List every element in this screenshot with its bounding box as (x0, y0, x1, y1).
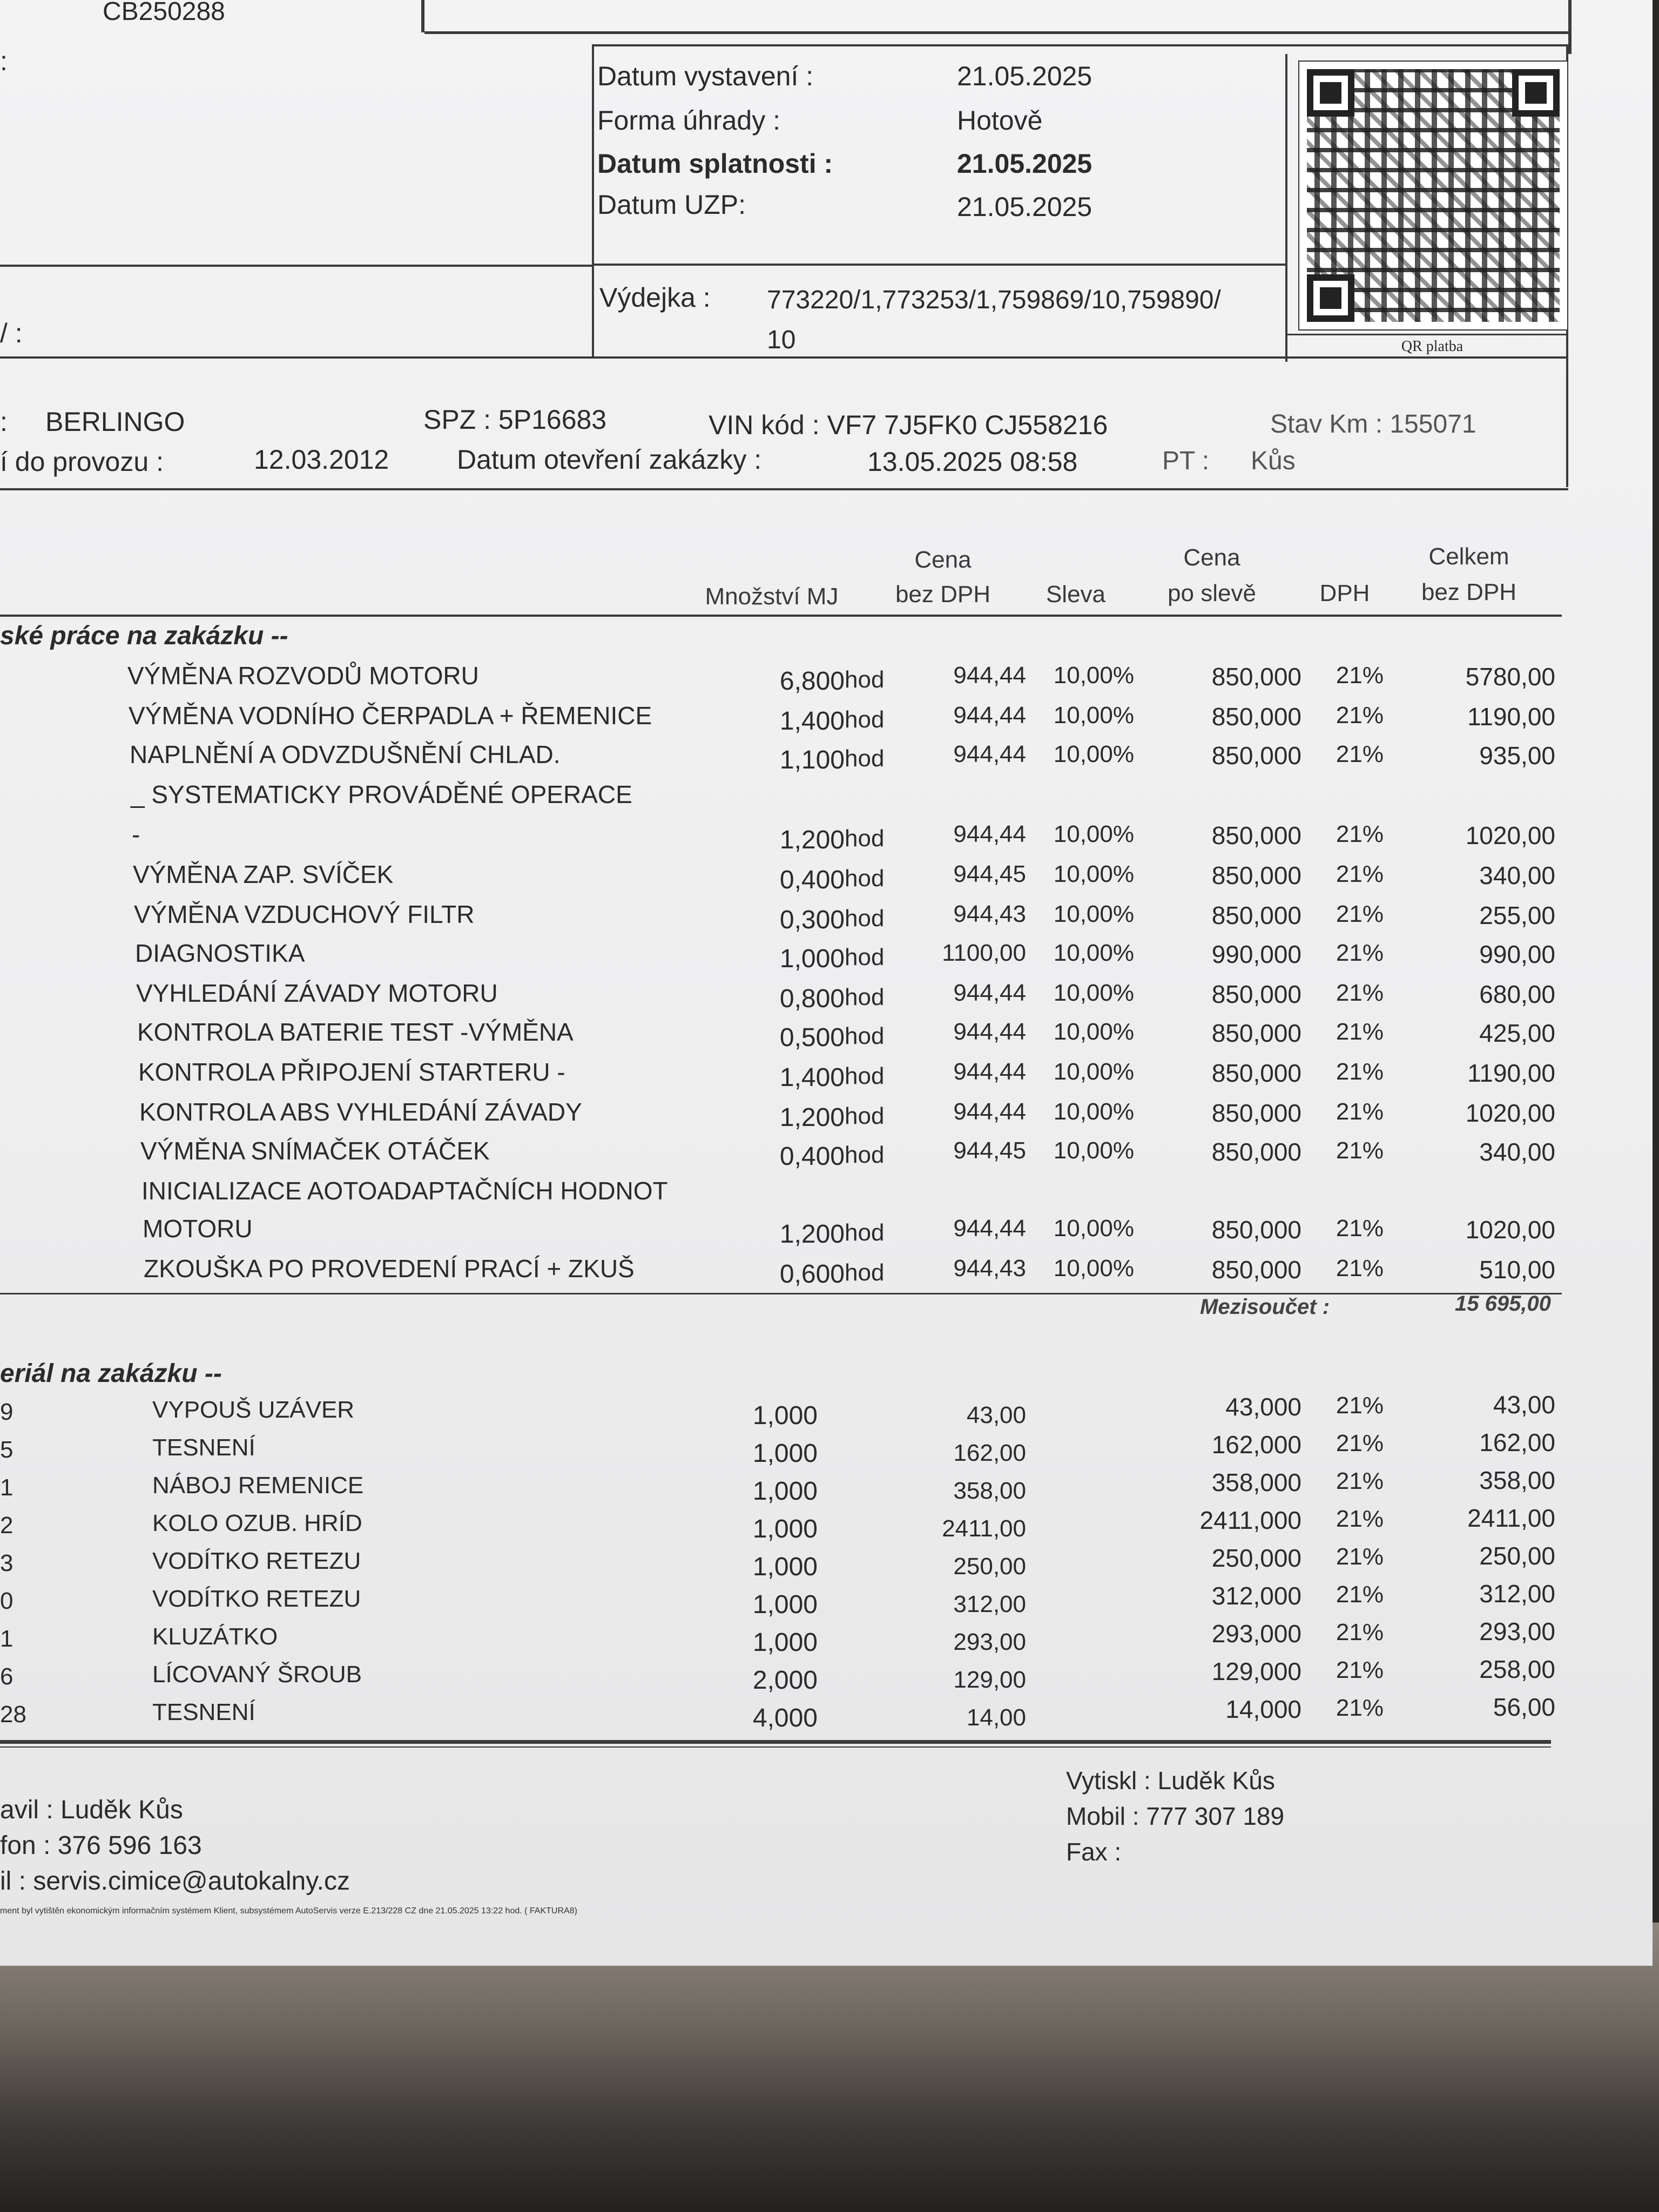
material-code: 1 (0, 1626, 14, 1652)
material-vat: 21% (1336, 1581, 1384, 1608)
labor-price: 944,44 (953, 1215, 1026, 1242)
vydejka-value: 773220/1,773253/1,759869/10,759890/ (767, 286, 1221, 314)
document-code: CB250288 (103, 0, 225, 26)
divider (1568, 0, 1572, 54)
labor-discount: 10,00% (1053, 1058, 1134, 1085)
pt-value: Kůs (1251, 447, 1296, 475)
material-total: 293,00 (1479, 1617, 1555, 1645)
labor-vat: 21% (1336, 940, 1384, 966)
labor-item-name: ZKOUŠKA PO PROVEDENÍ PRACÍ + ZKUŠ (144, 1255, 635, 1283)
qr-code-icon (1298, 60, 1568, 331)
material-item-name: KOLO OZUB. HRÍD (152, 1510, 362, 1536)
labor-item-name: VÝMĚNA ROZVODŮ MOTORU (127, 662, 479, 690)
material-vat: 21% (1336, 1695, 1384, 1721)
divider (0, 488, 1568, 490)
material-price: 358,00 (953, 1478, 1026, 1504)
material-total: 2411,00 (1467, 1504, 1555, 1532)
labor-total: 1020,00 (1465, 1216, 1555, 1244)
labor-total: 1020,00 (1465, 821, 1555, 849)
material-qty: 2,000 (752, 1666, 818, 1695)
labor-after: 850,000 (1211, 1256, 1301, 1284)
col-total-bottom: bez DPH (1421, 579, 1517, 605)
labor-after: 850,000 (1211, 741, 1301, 770)
labor-qty: 6,800 (779, 667, 845, 696)
labor-after: 850,000 (1211, 663, 1301, 691)
labor-vat: 21% (1336, 702, 1384, 729)
labor-unit: hod (845, 666, 885, 693)
material-total: 312,00 (1479, 1580, 1555, 1608)
printed-by: Vytiskl : Luděk Kůs (1066, 1766, 1275, 1795)
labor-price: 944,44 (953, 741, 1026, 767)
material-qty: 1,000 (752, 1439, 818, 1468)
material-total: 250,00 (1479, 1542, 1555, 1570)
labor-total: 1190,00 (1467, 703, 1555, 731)
labor-discount: 10,00% (1053, 1255, 1134, 1282)
material-total: 162,00 (1479, 1428, 1555, 1456)
labor-total: 425,00 (1479, 1019, 1555, 1047)
labor-after: 850,000 (1211, 1216, 1301, 1244)
labor-item-name: VÝMĚNA VODNÍHO ČERPADLA + ŘEMENICE (129, 702, 652, 730)
labor-vat: 21% (1336, 1215, 1384, 1242)
labor-price: 944,43 (953, 1255, 1026, 1282)
pt-label: PT : (1162, 447, 1210, 475)
material-code: 28 (0, 1701, 26, 1728)
material-price: 250,00 (953, 1553, 1026, 1580)
qr-label: QR platba (1401, 338, 1464, 355)
labor-qty: 1,200 (779, 1220, 845, 1249)
material-vat: 21% (1336, 1657, 1384, 1683)
vehicle-spz: SPZ : 5P16683 (423, 404, 607, 435)
labor-qty: 0,800 (779, 984, 845, 1013)
material-after: 2411,000 (1199, 1506, 1301, 1534)
labor-total: 1020,00 (1465, 1099, 1555, 1127)
left-colon: / : (0, 318, 23, 348)
uzp-date-value: 21.05.2025 (957, 192, 1092, 222)
material-after: 293,000 (1211, 1620, 1301, 1648)
labor-after: 850,000 (1211, 703, 1301, 731)
material-vat: 21% (1336, 1430, 1384, 1456)
material-qty: 1,000 (752, 1401, 818, 1430)
material-qty: 1,000 (752, 1553, 818, 1581)
labor-price: 944,44 (953, 980, 1026, 1006)
labor-total: 5780,00 (1465, 663, 1555, 691)
labor-unit: hod (845, 1063, 885, 1089)
labor-vat: 21% (1336, 821, 1384, 847)
divider (1287, 334, 1568, 335)
labor-item-name: KONTROLA BATERIE TEST -VÝMĚNA (137, 1018, 574, 1046)
divider (593, 264, 1286, 266)
labor-discount: 10,00% (1053, 821, 1134, 847)
labor-item-name: VÝMĚNA ZAP. SVÍČEK (133, 860, 394, 888)
uzp-date-label: Datum UZP: (597, 190, 746, 220)
labor-unit: hod (845, 825, 885, 852)
labor-qty: 1,400 (779, 1063, 845, 1092)
labor-vat: 21% (1336, 741, 1384, 767)
labor-discount: 10,00% (1053, 940, 1134, 966)
labor-item-name: _ SYSTEMATICKY PROVÁDĚNÉ OPERACE (131, 780, 632, 808)
labor-item-name: VÝMĚNA SNÍMAČEK OTÁČEK (140, 1137, 490, 1165)
mobile: Mobil : 777 307 189 (1066, 1802, 1285, 1830)
material-item-name: VODÍTKO RETEZU (152, 1548, 361, 1574)
material-code: 5 (0, 1437, 14, 1463)
divider (593, 44, 1568, 46)
labor-qty: 0,300 (779, 906, 845, 934)
material-price: 43,00 (966, 1402, 1026, 1428)
labor-unit: hod (845, 1023, 885, 1049)
material-qty: 1,000 (752, 1590, 818, 1619)
labor-unit: hod (845, 984, 885, 1010)
fine-print: ment byl vytištěn ekonomickým informačním systémem Klient, subsystémem AutoServis verze E.213/228 CZ dne 21.05.2025 13:22 hod. ( FAKTURA8) (0, 1906, 577, 1916)
divider (1285, 54, 1287, 362)
labor-qty: 1,200 (779, 826, 845, 854)
labor-vat: 21% (1336, 1098, 1384, 1125)
labor-item-name: MOTORU (143, 1215, 253, 1243)
labor-after: 990,000 (1211, 940, 1301, 968)
material-item-name: KLUZÁTKO (152, 1623, 278, 1650)
labor-qty: 1,100 (779, 746, 845, 774)
labor-item-name: KONTROLA PŘIPOJENÍ STARTERU - (138, 1058, 565, 1086)
labor-unit: hod (845, 1142, 885, 1168)
labor-qty: 1,000 (779, 945, 845, 973)
labor-vat: 21% (1336, 901, 1384, 927)
labor-item-name: NAPLNĚNÍ A ODVZDUŠNĚNÍ CHLAD. (130, 740, 561, 768)
col-vat: DPH (1319, 580, 1370, 606)
labor-item-name: KONTROLA ABS VYHLEDÁNÍ ZÁVADY (139, 1098, 582, 1126)
subtotal-value: 15 695,00 (1455, 1292, 1551, 1316)
date-issued-label: Datum vystavení : (597, 61, 814, 91)
material-after: 312,000 (1211, 1582, 1301, 1610)
labor-qty: 0,400 (779, 1142, 845, 1171)
col-total-top: Celkem (1428, 543, 1509, 570)
labor-qty: 0,500 (779, 1023, 845, 1052)
labor-total: 510,00 (1479, 1256, 1555, 1284)
labor-after: 850,000 (1211, 1099, 1301, 1127)
labor-discount: 10,00% (1053, 662, 1134, 689)
labor-vat: 21% (1336, 1137, 1384, 1164)
material-after: 43,000 (1225, 1393, 1301, 1421)
labor-after: 850,000 (1211, 1059, 1301, 1087)
labor-price: 944,43 (953, 901, 1026, 927)
material-after: 14,000 (1225, 1695, 1301, 1723)
date-issued-value: 21.05.2025 (957, 61, 1092, 91)
provoz-label: í do provozu : (0, 447, 164, 477)
labor-item-name: DIAGNOSTIKA (135, 939, 305, 967)
labor-unit: hod (845, 944, 885, 970)
order-open-label: Datum otevření zakázky : (457, 444, 762, 475)
labor-qty: 0,600 (779, 1260, 845, 1289)
labor-qty: 1,400 (779, 707, 845, 736)
labor-vat: 21% (1336, 1058, 1384, 1085)
labor-item-name: INICIALIZACE AOTOADAPTAČNÍCH HODNOT (141, 1177, 668, 1205)
material-section-title: eriál na zakázku -- (0, 1359, 222, 1388)
labor-vat: 21% (1336, 1255, 1384, 1282)
labor-vat: 21% (1336, 662, 1384, 689)
labor-total: 340,00 (1479, 861, 1555, 889)
labor-discount: 10,00% (1053, 861, 1134, 887)
divider (0, 356, 1568, 359)
material-item-name: TESNENÍ (152, 1699, 255, 1725)
vehicle-vin: VIN kód : VF7 7J5FK0 CJ558216 (709, 410, 1108, 440)
model-prefix: : (0, 407, 8, 437)
material-code: 3 (0, 1550, 14, 1576)
material-price: 312,00 (953, 1591, 1026, 1617)
material-qty: 4,000 (752, 1704, 818, 1732)
due-date-label: Datum splatnosti : (597, 149, 833, 179)
material-code: 9 (0, 1399, 14, 1425)
labor-price: 944,45 (953, 861, 1026, 887)
labor-unit: hod (845, 745, 885, 772)
material-qty: 1,000 (752, 1477, 818, 1506)
material-code: 1 (0, 1474, 14, 1501)
labor-price: 944,44 (953, 1058, 1026, 1085)
labor-discount: 10,00% (1053, 702, 1134, 729)
left-colon: : (0, 46, 8, 76)
labor-qty: 0,400 (779, 866, 845, 894)
material-item-name: LÍCOVANÝ ŠROUB (152, 1661, 362, 1688)
material-vat: 21% (1336, 1619, 1384, 1645)
labor-total: 255,00 (1479, 901, 1555, 929)
labor-total: 1190,00 (1467, 1059, 1555, 1087)
labor-discount: 10,00% (1053, 901, 1134, 927)
material-vat: 21% (1336, 1468, 1384, 1494)
divider (0, 265, 593, 267)
fax: Fax : (1066, 1838, 1122, 1866)
labor-price: 944,44 (953, 821, 1026, 847)
labor-unit: hod (845, 905, 885, 932)
divider (0, 1740, 1551, 1744)
material-price: 14,00 (966, 1704, 1026, 1731)
labor-discount: 10,00% (1053, 741, 1134, 767)
vydejka-label: Výdejka : (599, 282, 711, 313)
labor-discount: 10,00% (1053, 1019, 1134, 1045)
divider (0, 615, 1562, 617)
labor-after: 850,000 (1211, 861, 1301, 889)
labor-price: 944,44 (953, 1019, 1026, 1045)
material-vat: 21% (1336, 1392, 1384, 1419)
divider (592, 44, 594, 358)
payment-form-value: Hotově (957, 105, 1043, 136)
vehicle-km: Stav Km : 155071 (1270, 410, 1476, 439)
material-after: 250,000 (1211, 1544, 1301, 1572)
labor-after: 850,000 (1211, 1019, 1301, 1047)
labor-vat: 21% (1336, 1019, 1384, 1045)
material-price: 129,00 (953, 1667, 1026, 1693)
material-code: 0 (0, 1588, 14, 1614)
vydejka-value-cont: 10 (767, 326, 796, 354)
divider (421, 0, 424, 32)
subtotal-label: Mezisoučet : (1200, 1295, 1330, 1319)
material-after: 162,000 (1211, 1431, 1301, 1459)
material-price: 293,00 (953, 1629, 1026, 1655)
email: il : servis.cimice@autokalny.cz (0, 1867, 350, 1896)
labor-unit: hod (845, 1259, 885, 1286)
labor-unit: hod (845, 1219, 885, 1246)
material-total: 258,00 (1479, 1655, 1555, 1683)
labor-item-name: VYHLEDÁNÍ ZÁVADY MOTORU (136, 979, 498, 1007)
material-item-name: VODÍTKO RETEZU (152, 1586, 361, 1612)
issued-by: avil : Luděk Kůs (0, 1796, 183, 1824)
labor-total: 935,00 (1479, 741, 1555, 770)
labor-after: 850,000 (1211, 901, 1301, 929)
labor-discount: 10,00% (1053, 1137, 1134, 1164)
material-price: 2411,00 (942, 1515, 1026, 1542)
labor-discount: 10,00% (1053, 1098, 1134, 1125)
material-vat: 21% (1336, 1506, 1384, 1532)
material-code: 2 (0, 1512, 14, 1539)
labor-price: 944,44 (953, 662, 1026, 689)
labor-vat: 21% (1336, 861, 1384, 887)
order-open-value: 13.05.2025 08:58 (867, 447, 1078, 477)
labor-item-name: - (132, 820, 140, 848)
labor-price: 944,44 (953, 702, 1026, 729)
col-after-bottom: po slevě (1168, 580, 1256, 606)
labor-after: 850,000 (1211, 821, 1301, 849)
col-price-bottom: bez DPH (895, 581, 991, 608)
labor-total: 680,00 (1479, 980, 1555, 1008)
material-after: 129,000 (1211, 1657, 1301, 1685)
material-qty: 1,000 (752, 1628, 818, 1657)
labor-unit: hod (845, 706, 885, 733)
material-qty: 1,000 (752, 1515, 818, 1543)
phone: fon : 376 596 163 (0, 1831, 202, 1860)
material-total: 358,00 (1479, 1466, 1555, 1494)
labor-qty: 1,200 (779, 1103, 845, 1132)
material-item-name: VYPOUŠ UZÁVER (152, 1397, 355, 1423)
labor-total: 990,00 (1479, 940, 1555, 968)
due-date-value: 21.05.2025 (957, 149, 1092, 179)
divider (424, 31, 1572, 34)
labor-after: 850,000 (1211, 980, 1301, 1008)
labor-discount: 10,00% (1053, 980, 1134, 1006)
col-price-top: Cena (914, 547, 972, 573)
material-item-name: TESNENÍ (152, 1434, 255, 1461)
desk-surface (0, 1923, 1659, 2212)
col-qty: Množství MJ (705, 583, 839, 610)
col-after-top: Cena (1183, 544, 1240, 571)
col-discount: Sleva (1046, 581, 1106, 608)
vehicle-model: BERLINGO (45, 407, 185, 437)
provoz-value: 12.03.2012 (254, 444, 389, 475)
labor-section-title: ské práce na zakázku -- (0, 622, 288, 650)
labor-total: 340,00 (1479, 1138, 1555, 1166)
material-total: 43,00 (1493, 1391, 1555, 1419)
labor-price: 1100,00 (942, 940, 1026, 966)
labor-discount: 10,00% (1053, 1215, 1134, 1242)
labor-after: 850,000 (1211, 1138, 1301, 1166)
divider (0, 1746, 1551, 1748)
material-total: 56,00 (1493, 1693, 1555, 1721)
material-vat: 21% (1336, 1543, 1384, 1570)
labor-unit: hod (845, 1103, 885, 1129)
material-price: 162,00 (953, 1440, 1026, 1466)
labor-unit: hod (845, 865, 885, 892)
labor-item-name: VÝMĚNA VZDUCHOVÝ FILTR (134, 900, 475, 928)
labor-price: 944,45 (953, 1137, 1026, 1164)
payment-form-label: Forma úhrady : (597, 105, 781, 136)
labor-vat: 21% (1336, 980, 1384, 1006)
material-after: 358,000 (1211, 1468, 1301, 1496)
divider (0, 1293, 1562, 1294)
labor-price: 944,44 (953, 1098, 1026, 1125)
material-item-name: NÁBOJ REMENICE (152, 1472, 364, 1499)
material-code: 6 (0, 1663, 14, 1690)
